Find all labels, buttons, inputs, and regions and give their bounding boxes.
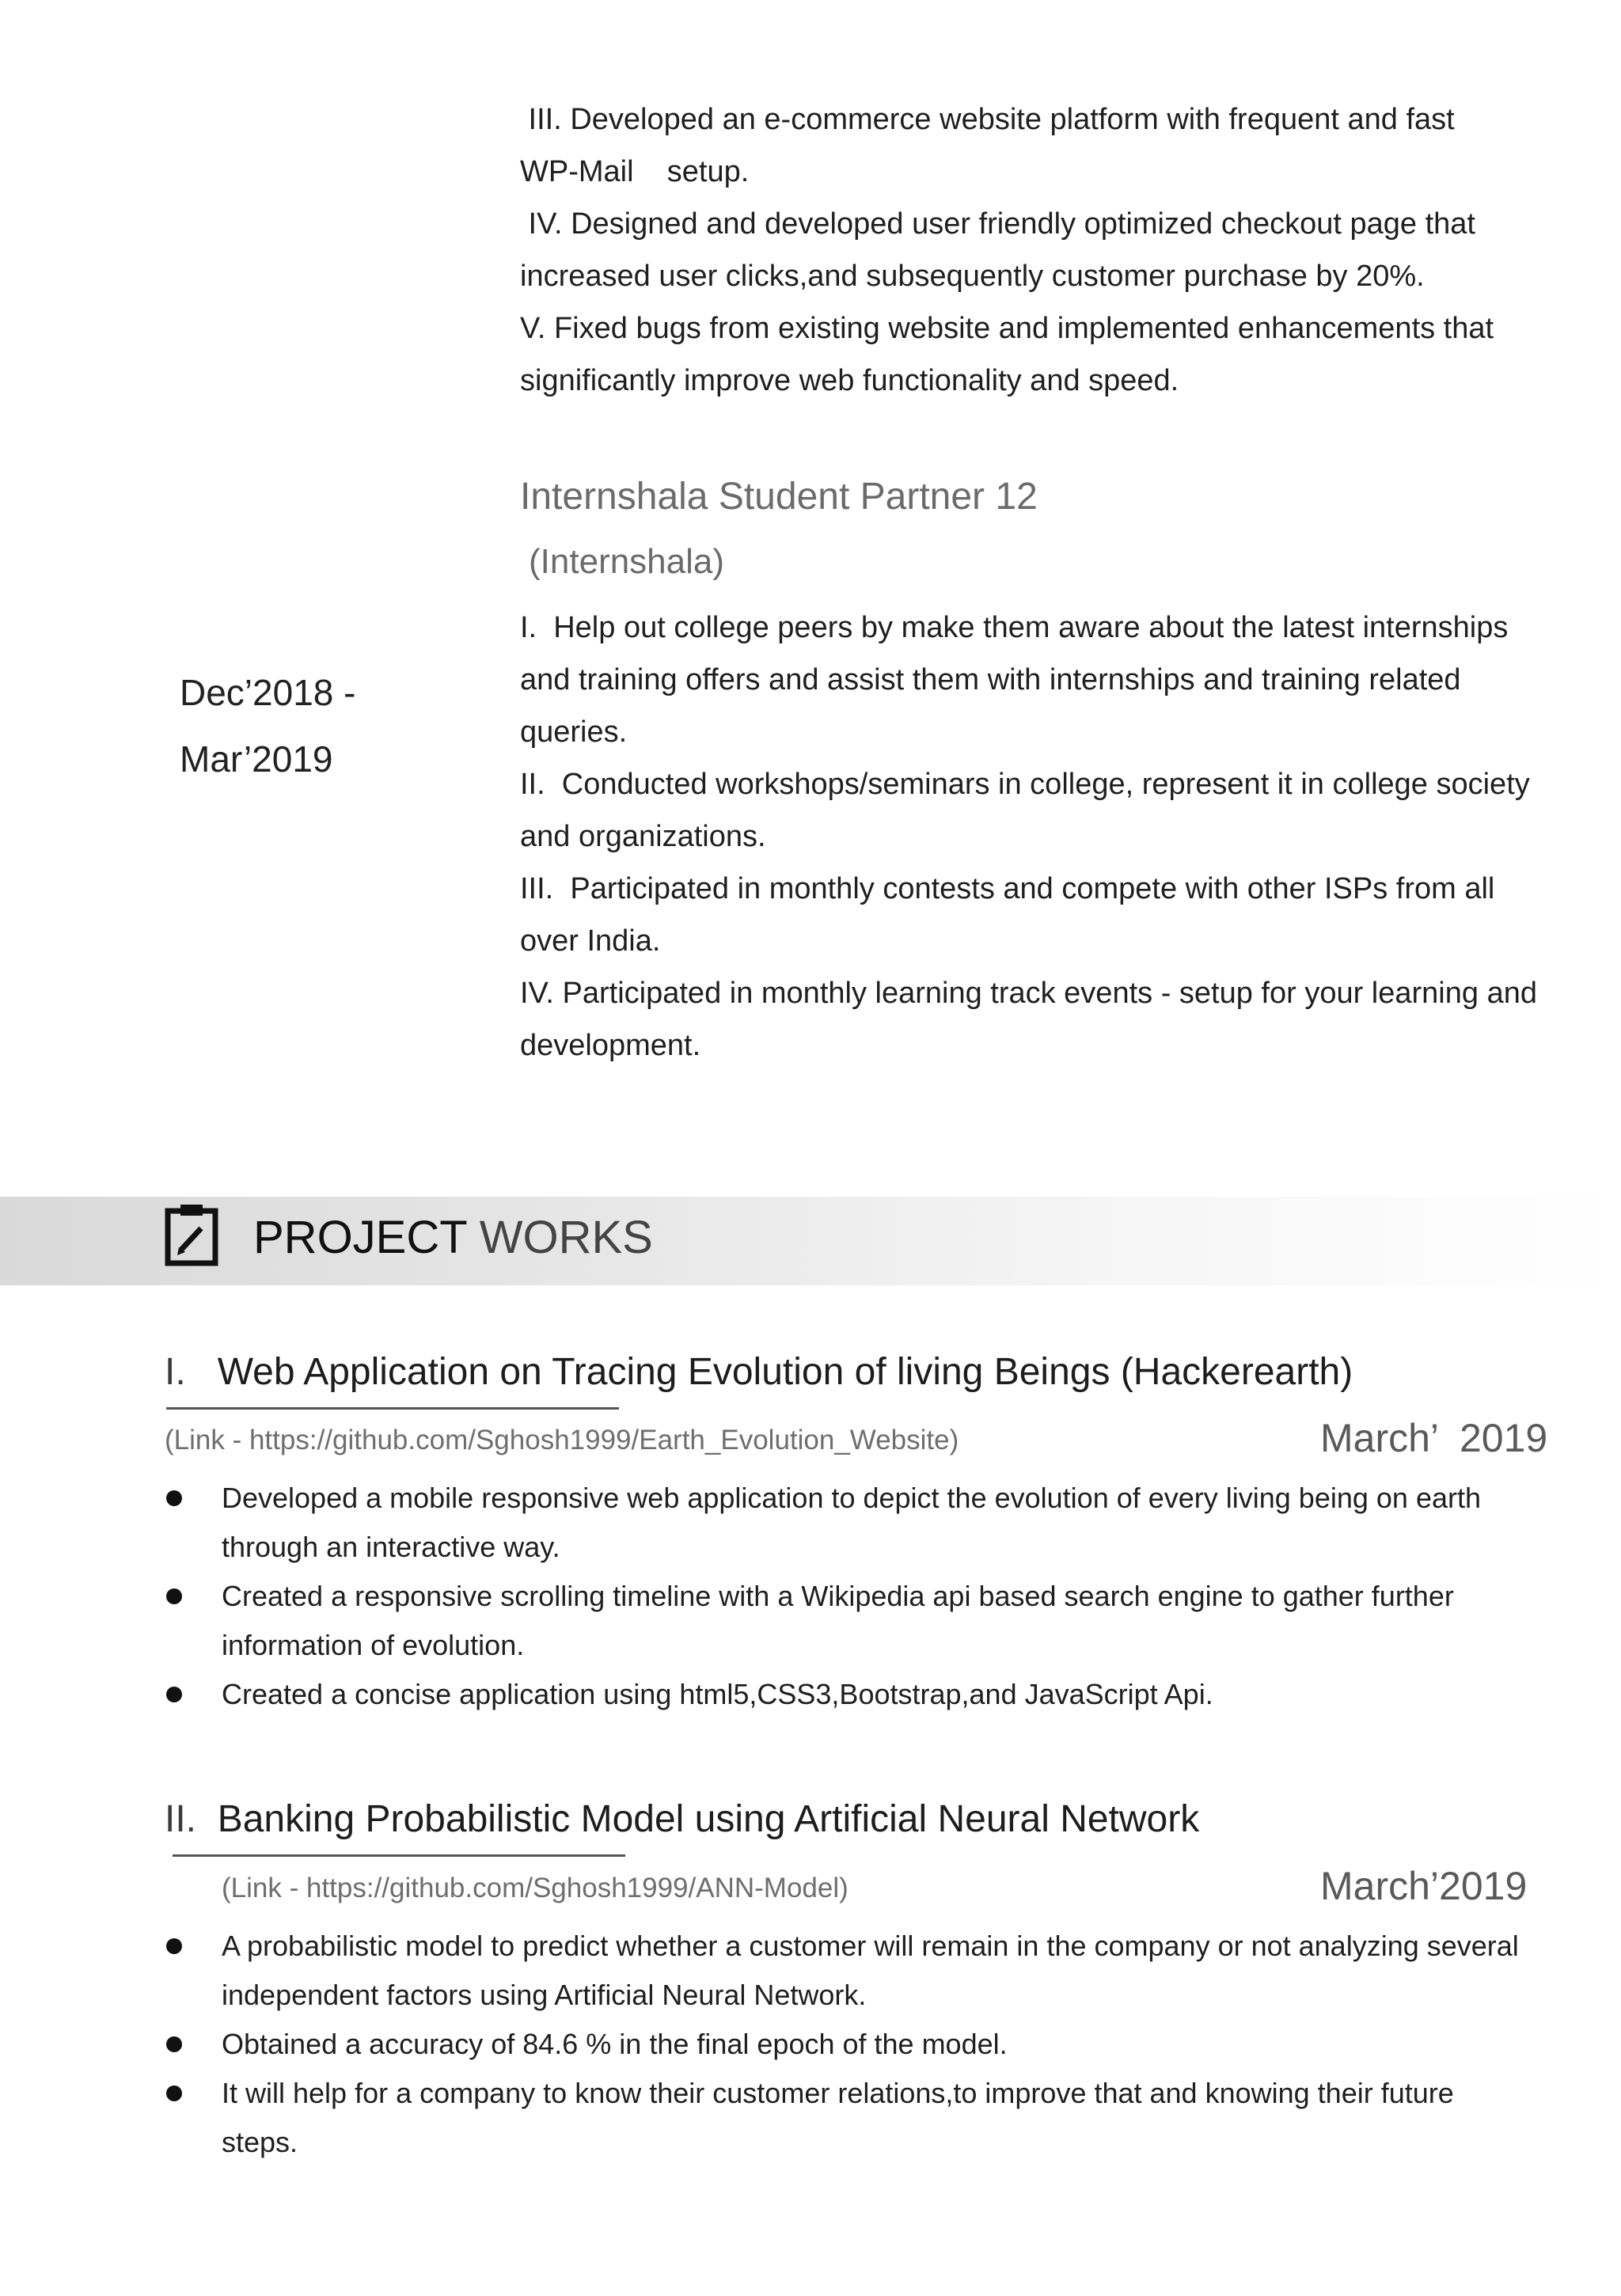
job-title: Internshala Student Partner 12 bbox=[520, 476, 1038, 518]
list-item bbox=[166, 1922, 1575, 2020]
continued-experience bbox=[520, 93, 1557, 407]
list-item bbox=[166, 2069, 1575, 2167]
bullet-line: Created a concise application using html5,CSS3,Bootstrap,and JavaScript Api. bbox=[222, 1678, 1213, 1710]
title-underline bbox=[166, 1407, 619, 1410]
bullet-line: steps. bbox=[222, 2126, 298, 2158]
text-line: V. Fixed bugs from existing website and implemented enhancements that bbox=[520, 312, 1494, 345]
bullet-line: through an interactive way. bbox=[222, 1531, 560, 1563]
date-from: Dec’2018 - bbox=[180, 672, 356, 713]
text-line: over India. bbox=[520, 924, 661, 958]
project-date: March’2019 bbox=[1320, 1864, 1528, 1908]
bullet-line: Created a responsive scrolling timeline with a Wikipedia api based search engine to gather further bbox=[222, 1580, 1454, 1612]
bullet-line: Obtained a accuracy of 84.6 % in the final epoch of the model. bbox=[222, 2028, 1008, 2060]
list-item bbox=[166, 1670, 1575, 1719]
bullet-icon bbox=[166, 1490, 182, 1506]
list-item bbox=[166, 1474, 1575, 1572]
project-link[interactable]: (Link - https://github.com/Sghosh1999/ANN-Model) bbox=[222, 1873, 848, 1903]
project-bullets bbox=[166, 1922, 1575, 2167]
bullet-icon bbox=[166, 2036, 182, 2052]
text-line: and training offers and assist them with internships and training related bbox=[520, 663, 1461, 696]
text-line: I. Help out college peers by make them aware about the latest internships bbox=[520, 611, 1509, 644]
project-number: I. bbox=[165, 1351, 186, 1393]
text-line: development. bbox=[520, 1029, 701, 1062]
text-line: queries. bbox=[520, 715, 628, 749]
job-date-range bbox=[180, 659, 355, 792]
project-name: Banking Probabilistic Model using Artificial Neural Network bbox=[217, 1798, 1200, 1840]
text-line: III. Developed an e-commerce website platform with frequent and fast bbox=[520, 103, 1455, 136]
list-item bbox=[166, 1572, 1575, 1670]
text-line: and organizations. bbox=[520, 820, 766, 853]
project-number: II. bbox=[165, 1798, 197, 1840]
project-bullets bbox=[166, 1474, 1575, 1719]
text-line: II. Conducted workshops/seminars in college, represent it in college society bbox=[520, 768, 1530, 801]
bullet-line: A probabilistic model to predict whether a customer will remain in the company or not analyzing several bbox=[222, 1930, 1519, 1962]
text-line: increased user clicks,and subsequently customer purchase by 20%. bbox=[520, 260, 1425, 293]
project-name: Web Application on Tracing Evolution of living Beings (Hackerearth) bbox=[217, 1351, 1353, 1393]
text-line: WP-Mail setup. bbox=[520, 155, 750, 188]
bullet-icon bbox=[166, 1687, 182, 1702]
text-line: significantly improve web functionality and speed. bbox=[520, 364, 1179, 397]
text-line: IV. Participated in monthly learning track events - setup for your learning and bbox=[520, 977, 1537, 1010]
section-title-light: WORKS bbox=[466, 1212, 653, 1263]
date-to: Mar’2019 bbox=[180, 738, 333, 780]
bullet-line: independent factors using Artificial Neural Network. bbox=[222, 1979, 867, 2011]
project-link[interactable]: (Link - https://github.com/Sghosh1999/Earth_Evolution_Website) bbox=[165, 1425, 959, 1455]
project-date: March’ 2019 bbox=[1320, 1416, 1548, 1460]
project-title bbox=[165, 1797, 1199, 1841]
clipboard-edit-icon bbox=[165, 1203, 218, 1266]
project-title bbox=[165, 1350, 1353, 1394]
bullet-line: It will help for a company to know their customer relations,to improve that and knowing their future bbox=[222, 2077, 1454, 2109]
bullet-icon bbox=[166, 2085, 182, 2101]
bullet-icon bbox=[166, 1588, 182, 1604]
section-title-bold: PROJECT bbox=[253, 1212, 467, 1263]
bullet-line: information of evolution. bbox=[222, 1629, 525, 1661]
list-item bbox=[166, 2020, 1575, 2069]
text-line: III. Participated in monthly contests and compete with other ISPs from all bbox=[520, 872, 1495, 905]
text-line: IV. Designed and developed user friendly optimized checkout page that bbox=[520, 207, 1475, 241]
section-title bbox=[253, 1211, 653, 1264]
title-underline bbox=[173, 1854, 625, 1857]
section-header-band bbox=[0, 1197, 1621, 1285]
bullet-icon bbox=[166, 1938, 182, 1954]
job-organization: (Internshala) bbox=[529, 542, 725, 581]
bullet-line: Developed a mobile responsive web application to depict the evolution of every living being on earth bbox=[222, 1482, 1481, 1514]
job-description bbox=[520, 602, 1573, 1072]
